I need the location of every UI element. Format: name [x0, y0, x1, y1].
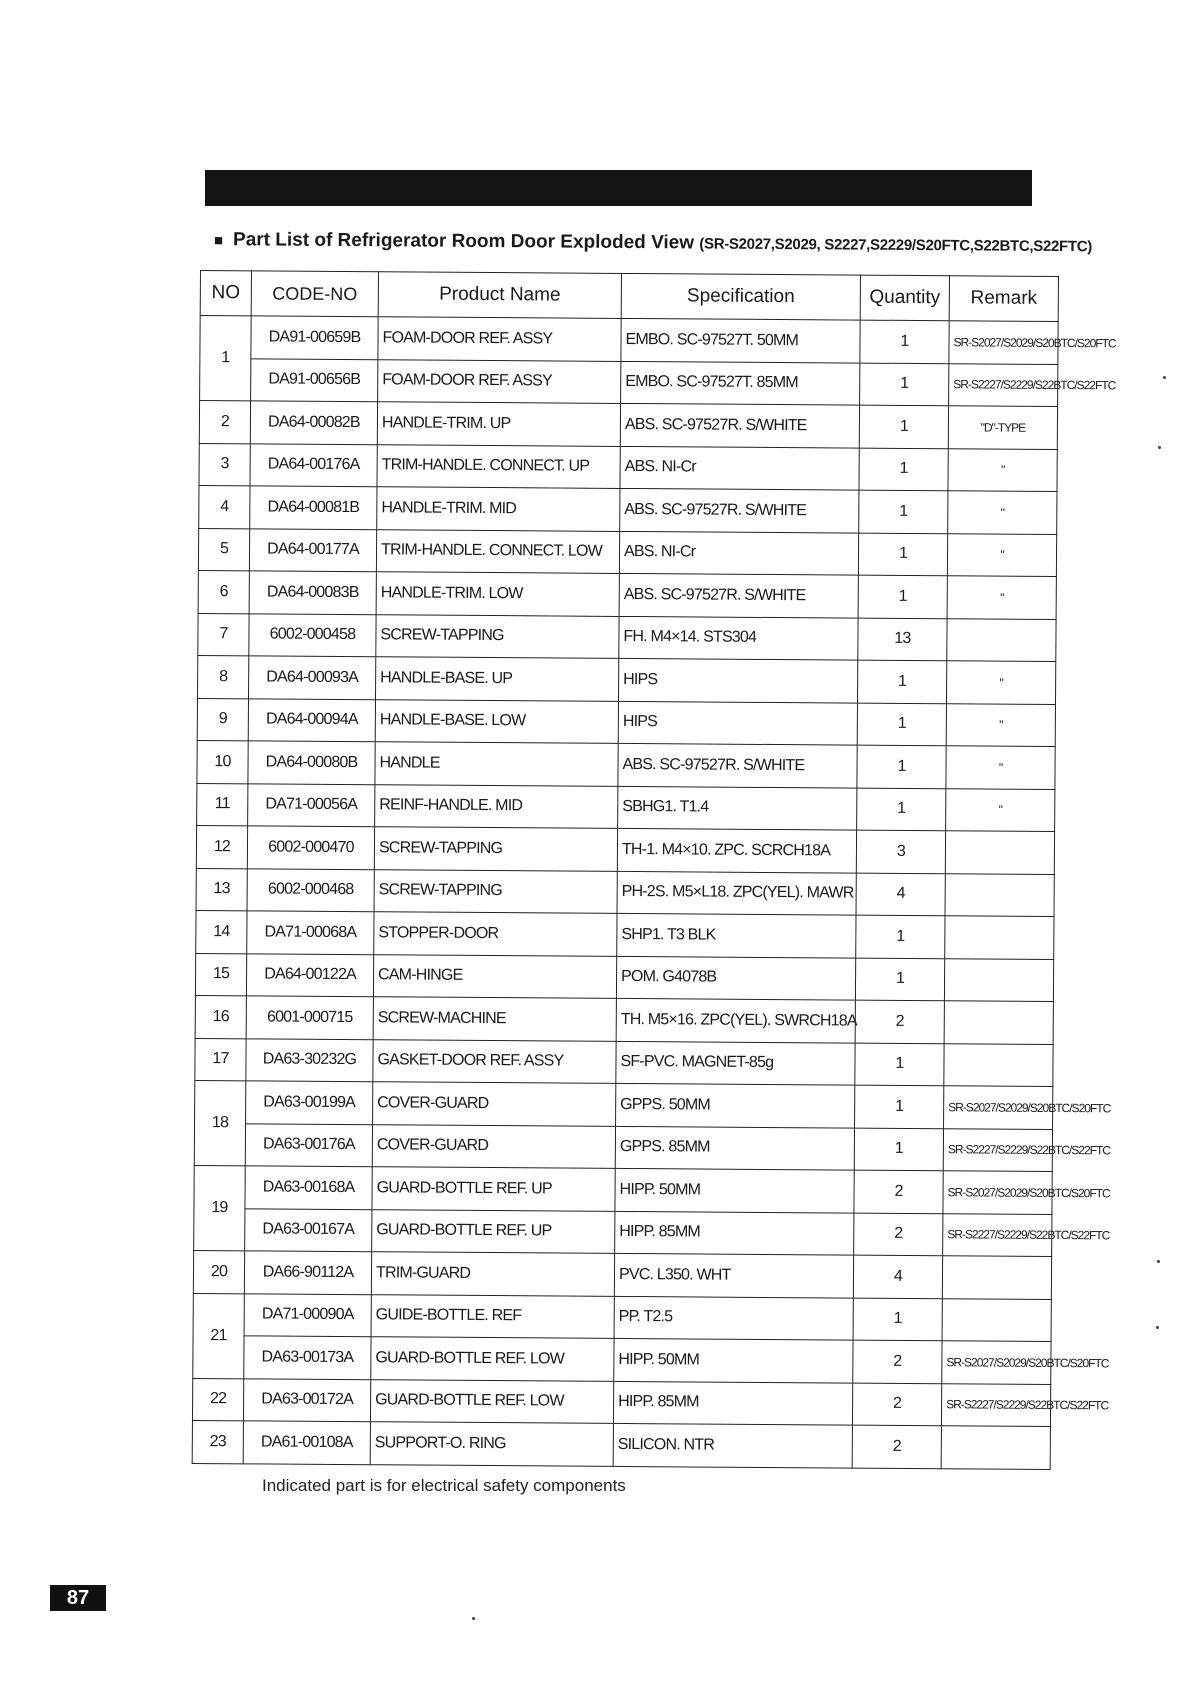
table-row: [199, 443, 1057, 491]
cell-remark: SR-S2227/S2229/S22BTC/S22FTC: [943, 1128, 1052, 1171]
cell-quantity: 2: [854, 1170, 943, 1213]
parts-table: [192, 270, 1116, 1469]
cell-quantity: 13: [858, 618, 947, 661]
cell-specification: ABS. SC-97527R. S/WHITE: [620, 403, 859, 447]
cell-remark: SR-S2027/S2029/S20BTC/S20FTC: [949, 321, 1058, 364]
cell-remark: ": [946, 661, 1055, 704]
bullet-icon: ■: [213, 232, 224, 250]
cell-remark: SR-S2027/S2029/S20BTC/S20FTC: [942, 1341, 1051, 1384]
cell-remark: SR-S2027/S2029/S20BTC/S20FTC: [943, 1171, 1052, 1214]
cell-product-name: GUARD-BOTTLE REF. LOW: [371, 1337, 614, 1381]
cell-specification: FH. M4×14. STS304: [619, 616, 858, 660]
table-row: [192, 1420, 1050, 1468]
cell-specification: HIPP. 85MM: [613, 1381, 852, 1425]
cell-specification: EMBO. SC-97527T. 50MM: [621, 318, 860, 362]
cell-remark: [941, 1426, 1050, 1469]
cell-remark: SR-S2027/S2029/S20BTC/S20FTC: [944, 1086, 1053, 1129]
col-header-name: Product Name: [378, 272, 621, 319]
cell-product-name: SCREW-TAPPING: [376, 614, 619, 658]
cell-specification: ABS. NI-Cr: [620, 446, 859, 490]
cell-remark: [945, 916, 1054, 959]
cell-product-name: REINF-HANDLE. MID: [375, 784, 618, 828]
cell-no: 19: [194, 1165, 246, 1250]
cell-quantity: 2: [854, 1213, 943, 1256]
cell-code: DA63-00173A: [244, 1336, 371, 1379]
cell-specification: ABS. SC-97527R. S/WHITE: [619, 573, 858, 617]
cell-code: DA71-00056A: [248, 783, 375, 826]
cell-specification: TH. M5×16. ZPC(YEL). SWRCH18A: [616, 998, 855, 1042]
cell-quantity: 1: [857, 703, 946, 746]
table-row: [195, 1080, 1053, 1128]
cell-quantity: 1: [858, 575, 947, 618]
cell-code: DA64-00177A: [249, 528, 376, 571]
table-row: [199, 485, 1057, 533]
cell-code: DA64-00080B: [248, 741, 375, 784]
table-row: [196, 910, 1054, 958]
table-row: [194, 1208, 1052, 1256]
cell-remark: "D"-TYPE: [948, 406, 1057, 449]
cell-quantity: 1: [860, 363, 949, 406]
cell-product-name: GUIDE-BOTTLE. REF: [371, 1294, 614, 1338]
cell-no: 21: [193, 1293, 245, 1378]
cell-no: 20: [193, 1250, 244, 1293]
cell-specification: HIPP. 50MM: [614, 1338, 853, 1382]
cell-code: DA91-00659B: [251, 316, 378, 359]
cell-no: 4: [199, 485, 250, 528]
cell-quantity: 1: [855, 1043, 944, 1086]
header-bar: [205, 170, 1032, 206]
cell-code: DA61-00108A: [243, 1421, 370, 1464]
cell-specification: GPPS. 85MM: [615, 1126, 854, 1170]
cell-remark: ": [948, 491, 1057, 534]
cell-no: 2: [199, 401, 250, 444]
cell-product-name: TRIM-HANDLE. CONNECT. UP: [377, 444, 620, 488]
cell-product-name: FOAM-DOOR REF. ASSY: [378, 317, 621, 361]
cell-quantity: 1: [857, 788, 946, 831]
table-row: [193, 1250, 1051, 1298]
cell-product-name: SCREW-TAPPING: [374, 827, 617, 871]
cell-quantity: 1: [856, 915, 945, 958]
cell-remark: ": [946, 703, 1055, 746]
cell-remark: [947, 618, 1056, 661]
cell-specification: EMBO. SC-97527T. 85MM: [621, 361, 860, 405]
cell-no: 12: [196, 825, 247, 868]
cell-code: DA63-00176A: [245, 1123, 372, 1166]
title-models: (SR-S2027,S2029, S2227,S2229/S20FTC,S22BTC,S22FTC): [699, 235, 1093, 256]
cell-remark: [942, 1298, 1051, 1341]
cell-product-name: HANDLE-BASE. UP: [376, 657, 619, 701]
cell-no: 6: [198, 570, 249, 613]
cell-code: DA64-00082B: [250, 401, 377, 444]
cell-remark: [945, 873, 1054, 916]
cell-specification: HIPP. 50MM: [615, 1168, 854, 1212]
table-row: [196, 825, 1054, 873]
cell-code: 6002-000470: [247, 826, 374, 869]
cell-no: 9: [197, 698, 248, 741]
cell-product-name: SCREW-MACHINE: [373, 997, 616, 1041]
table-row: [194, 1165, 1052, 1213]
cell-specification: SHP1. T3 BLK: [617, 913, 856, 957]
cell-code: DA63-00168A: [245, 1166, 372, 1209]
table-row: [192, 1378, 1050, 1426]
scan-dot: [1158, 446, 1161, 449]
cell-quantity: 2: [852, 1425, 941, 1468]
cell-product-name: HANDLE-TRIM. MID: [377, 487, 620, 531]
cell-remark: [944, 1043, 1053, 1086]
cell-product-name: SCREW-TAPPING: [374, 869, 617, 913]
cell-no: 11: [197, 783, 248, 826]
cell-quantity: 2: [855, 1000, 944, 1043]
scan-dot: [472, 1617, 475, 1620]
cell-code: DA64-00176A: [250, 443, 377, 486]
cell-quantity: 2: [853, 1340, 942, 1383]
page-number: 87: [50, 1585, 106, 1611]
table-row: [197, 698, 1055, 746]
cell-remark: [945, 831, 1054, 874]
cell-quantity: 1: [859, 490, 948, 533]
page-title: [213, 229, 1093, 257]
table-row: [197, 783, 1055, 831]
table-row: [195, 953, 1053, 1001]
cell-quantity: 1: [857, 660, 946, 703]
cell-product-name: GASKET-DOOR REF. ASSY: [373, 1039, 616, 1083]
cell-quantity: 1: [860, 320, 949, 363]
table-row: [199, 401, 1057, 449]
cell-specification: HIPS: [619, 658, 858, 702]
title-main: Part List of Refrigerator Room Door Exploded View: [233, 229, 695, 254]
cell-no: 17: [195, 1038, 246, 1081]
cell-no: 3: [199, 443, 250, 486]
cell-no: 8: [198, 655, 249, 698]
table-row: [198, 570, 1056, 618]
cell-remark: [944, 958, 1053, 1001]
cell-no: 22: [192, 1378, 243, 1421]
cell-code: DA71-00068A: [247, 911, 374, 954]
parts-table-body: [192, 316, 1116, 1469]
col-header-no: NO: [200, 271, 251, 316]
cell-remark: [942, 1256, 1051, 1299]
cell-remark: SR-S2227/S2229/S22BTC/S22FTC: [949, 363, 1058, 406]
cell-code: DA64-00083B: [249, 571, 376, 614]
cell-product-name: SUPPORT-O. RING: [370, 1422, 613, 1466]
cell-specification: POM. G4078B: [616, 956, 855, 1000]
cell-product-name: HANDLE-TRIM. LOW: [376, 572, 619, 616]
cell-specification: HIPP. 85MM: [615, 1211, 854, 1255]
cell-code: DA64-00093A: [249, 656, 376, 699]
cell-no: 5: [198, 528, 249, 571]
cell-code: 6001-000715: [246, 996, 373, 1039]
table-row: [194, 1123, 1052, 1171]
cell-product-name: TRIM-GUARD: [371, 1252, 614, 1296]
cell-code: DA63-00199A: [246, 1081, 373, 1124]
table-row: [200, 316, 1058, 364]
table-row: [198, 655, 1056, 703]
cell-code: DA63-00167A: [245, 1208, 372, 1251]
cell-specification: SBHG1. T1.4: [618, 786, 857, 830]
cell-remark: SR-S2227/S2229/S22BTC/S22FTC: [941, 1383, 1050, 1426]
scan-dot: [1157, 1260, 1160, 1263]
cell-specification: HIPS: [618, 701, 857, 745]
cell-specification: SF-PVC. MAGNET-85g: [616, 1041, 855, 1085]
cell-remark: ": [946, 746, 1055, 789]
cell-specification: ABS. SC-97527R. S/WHITE: [618, 743, 857, 787]
cell-code: DA71-00090A: [244, 1293, 371, 1336]
scan-dot: [1156, 1326, 1159, 1329]
cell-specification: PP. T2.5: [614, 1296, 853, 1340]
table-row: [195, 1038, 1053, 1086]
cell-product-name: GUARD-BOTTLE REF. LOW: [370, 1379, 613, 1423]
cell-specification: SILICON. NTR: [613, 1423, 852, 1467]
cell-remark: SR-S2227/S2229/S22BTC/S22FTC: [943, 1213, 1052, 1256]
cell-quantity: 3: [856, 830, 945, 873]
cell-remark: ": [947, 576, 1056, 619]
cell-product-name: CAM-HINGE: [373, 954, 616, 998]
cell-quantity: 4: [853, 1255, 942, 1298]
cell-quantity: 1: [855, 958, 944, 1001]
cell-remark: ": [948, 448, 1057, 491]
cell-product-name: COVER-GUARD: [373, 1082, 616, 1126]
cell-specification: PH-2S. M5×L18. ZPC(YEL). MAWR: [617, 871, 856, 915]
cell-no: 13: [196, 868, 247, 911]
cell-product-name: COVER-GUARD: [372, 1124, 615, 1168]
cell-no: 16: [195, 995, 246, 1038]
cell-product-name: HANDLE-BASE. LOW: [375, 699, 618, 743]
table-row: [198, 528, 1056, 576]
cell-no: 14: [196, 910, 247, 953]
cell-quantity: 1: [854, 1128, 943, 1171]
cell-remark: [944, 1001, 1053, 1044]
cell-no: 23: [192, 1420, 243, 1463]
cell-specification: ABS. NI-Cr: [619, 531, 858, 575]
cell-quantity: 1: [858, 533, 947, 576]
cell-quantity: 1: [857, 745, 946, 788]
cell-no: 15: [195, 953, 246, 996]
cell-product-name: STOPPER-DOOR: [374, 912, 617, 956]
cell-code: DA66-90112A: [244, 1251, 371, 1294]
cell-quantity: 1: [855, 1085, 944, 1128]
cell-no: 10: [197, 740, 248, 783]
cell-product-name: GUARD-BOTTLE REF. UP: [372, 1167, 615, 1211]
cell-product-name: HANDLE: [375, 742, 618, 786]
cell-quantity: 1: [853, 1298, 942, 1341]
cell-code: DA63-00172A: [243, 1378, 370, 1421]
cell-product-name: FOAM-DOOR REF. ASSY: [378, 359, 621, 403]
scan-dot: [1163, 376, 1166, 379]
cell-specification: GPPS. 50MM: [616, 1083, 855, 1127]
cell-product-name: HANDLE-TRIM. UP: [377, 402, 620, 446]
cell-remark: ": [946, 788, 1055, 831]
cell-code: DA64-00081B: [250, 486, 377, 529]
cell-remark: ": [947, 533, 1056, 576]
table-row: [198, 613, 1056, 661]
cell-no: 1: [200, 316, 252, 401]
cell-no: 7: [198, 613, 249, 656]
cell-specification: ABS. SC-97527R. S/WHITE: [620, 488, 859, 532]
footnote: Indicated part is for electrical safety components: [262, 1476, 626, 1495]
cell-no: 18: [194, 1080, 246, 1165]
col-header-code: CODE-NO: [251, 271, 378, 317]
cell-product-name: GUARD-BOTTLE REF. UP: [372, 1209, 615, 1253]
cell-specification: TH-1. M4×10. ZPC. SCRCH18A: [617, 828, 856, 872]
table-row: [197, 740, 1055, 788]
cell-code: 6002-000458: [249, 613, 376, 656]
cell-code: DA64-00122A: [246, 953, 373, 996]
cell-quantity: 1: [859, 448, 948, 491]
table-row: [195, 995, 1053, 1043]
col-header-remark: Remark: [949, 276, 1058, 322]
cell-quantity: 1: [859, 405, 948, 448]
cell-quantity: 4: [856, 873, 945, 916]
table-header-row: [200, 271, 1058, 322]
cell-specification: PVC. L350. WHT: [614, 1253, 853, 1297]
cell-code: DA91-00656B: [251, 358, 378, 401]
cell-quantity: 2: [852, 1383, 941, 1426]
table-row: [200, 358, 1058, 406]
cell-code: 6002-000468: [247, 868, 374, 911]
col-header-quantity: Quantity: [860, 275, 949, 321]
col-header-spec: Specification: [621, 273, 860, 320]
cell-product-name: TRIM-HANDLE. CONNECT. LOW: [376, 529, 619, 573]
cell-code: DA63-30232G: [246, 1038, 373, 1081]
cell-code: DA64-00094A: [248, 698, 375, 741]
table-row: [193, 1335, 1051, 1383]
table-row: [196, 868, 1054, 916]
table-row: [193, 1293, 1051, 1341]
